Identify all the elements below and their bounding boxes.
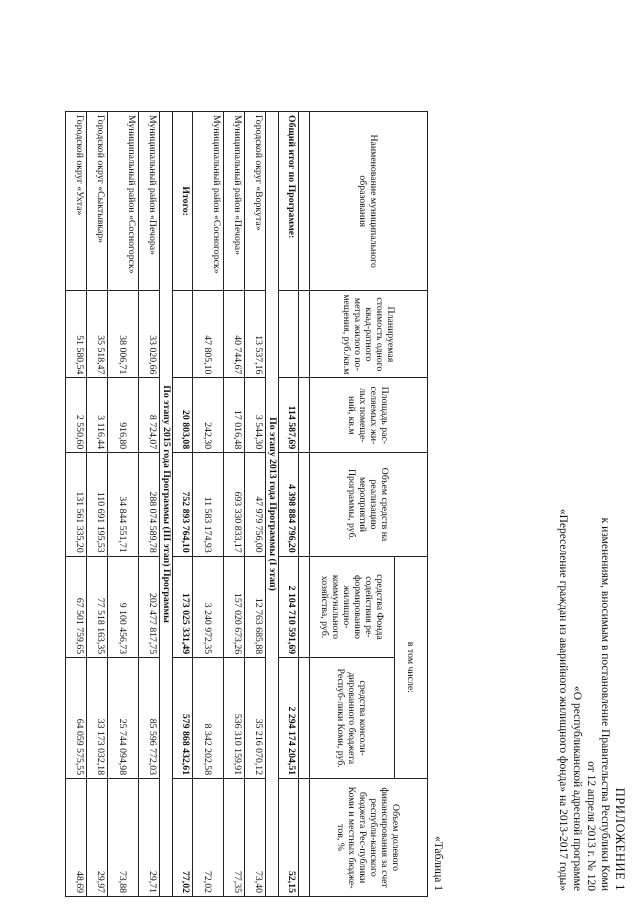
col-area-header: Площадь рас-селяемых жи-лых помеще-ний, кв.м xyxy=(310,378,428,453)
cell-fund: 12 763 685,88 xyxy=(245,556,266,657)
table-row xyxy=(139,112,160,897)
column-number-cell xyxy=(299,658,310,779)
header-line-2: от 12 апреля 2013 г. № 120 xyxy=(585,761,597,891)
cell-cost: 38 006,71 xyxy=(108,291,139,378)
cell-share: 72,02 xyxy=(193,779,224,897)
cell-share: 77,02 xyxy=(173,779,193,897)
table-row xyxy=(66,112,87,897)
cell-fund: 2 104 710 591,69 xyxy=(279,556,299,657)
cell-share: 29,97 xyxy=(87,779,108,897)
column-number-cell xyxy=(299,556,310,657)
cell-republic: 2 294 174 204,51 xyxy=(279,658,299,779)
table-label: «Таблица 1 xyxy=(432,836,444,891)
col-name-header: Наименование муниципального образования xyxy=(310,112,428,291)
col-republic-header: средства консоли-дированного бюджета Респуб-лики Коми, руб. xyxy=(310,658,395,779)
section-title-stage-3: По этапу 2015 года Программы (III этап) Программы xyxy=(160,112,173,897)
cell-republic: 25 744 094,98 xyxy=(108,658,139,779)
cell-cost: 35 518,47 xyxy=(87,291,108,378)
cell-name: Городской округ «Воркута» xyxy=(245,112,266,291)
cell-area: 916,80 xyxy=(108,378,139,453)
cell-fund: 3 240 972,35 xyxy=(193,556,224,657)
cell-name: Муниципальный район «Сосногорск» xyxy=(108,112,139,291)
cell-area: 3 116,44 xyxy=(87,378,108,453)
cell-republic: 35 216 070,12 xyxy=(245,658,266,779)
cell-name: Муниципальный район «Сосногорск» xyxy=(193,112,224,291)
cell-volume: 693 330 833,17 xyxy=(224,453,245,557)
cell-republic: 85 596 772,03 xyxy=(139,658,160,779)
cell-cost xyxy=(279,291,299,378)
col-cost-header: Планируемая стоимость одного квад-ратного метра жилого по-мещения, руб./кв.м xyxy=(310,291,428,378)
col-volume-header: Объем средств на реализацию мероприятий Программы, руб. xyxy=(310,453,428,557)
cell-fund: 202 477 817,75 xyxy=(139,556,160,657)
cell-republic: 33 173 032,18 xyxy=(87,658,108,779)
table-row xyxy=(193,112,224,897)
cell-share: 73,40 xyxy=(245,779,266,897)
column-number-cell xyxy=(299,112,310,291)
cell-name: Городской округ «Сыктывкар» xyxy=(87,112,108,291)
col-including-header: в том числе: xyxy=(395,556,428,778)
cell-republic: 8 342 202,58 xyxy=(193,658,224,779)
section-row xyxy=(266,112,279,897)
cell-area: 3 544,30 xyxy=(245,378,266,453)
appendix-title: ПРИЛОЖЕНИЕ 1 xyxy=(613,787,627,891)
column-number-cell xyxy=(299,453,310,557)
stage-total-label: Итого: xyxy=(173,112,193,291)
cell-volume: 131 561 335,20 xyxy=(66,453,87,557)
cell-volume: 47 979 756,00 xyxy=(245,453,266,557)
col-fund-header: средства Фонда содействия ре-формированию жилищно-коммунального хозяйства, руб. xyxy=(310,556,395,657)
cell-area: 20 803,08 xyxy=(173,378,193,453)
header-row xyxy=(395,112,428,897)
column-number-cell xyxy=(299,291,310,378)
cell-cost: 47 805,10 xyxy=(193,291,224,378)
program-table xyxy=(65,111,428,897)
cell-volume: 4 398 884 796,20 xyxy=(279,453,299,557)
header-line-1: к изменениям, вносимым в постановление Правительства Республики Коми xyxy=(599,517,611,891)
cell-fund: 77 518 163,35 xyxy=(87,556,108,657)
cell-share: 48,69 xyxy=(66,779,87,897)
header-line-4: «Переселение граждан из аварийного жилищного фонда» на 2013-2017 годы» xyxy=(557,508,569,891)
cell-name: Муниципальный район «Печора» xyxy=(224,112,245,291)
stage-total-row xyxy=(173,112,193,897)
grand-total-label: Общий итог по Программе: xyxy=(279,112,299,291)
cell-volume: 34 844 551,71 xyxy=(108,453,139,557)
cell-republic: 579 868 432,61 xyxy=(173,658,193,779)
cell-area: 2 550,60 xyxy=(66,378,87,453)
cell-fund: 67 501 759,65 xyxy=(66,556,87,657)
cell-share: 29,71 xyxy=(139,779,160,897)
col-share-header: Объем долевого финансирования за счет республи-канского бюджета Рес-публики Коми и местных бюдже-тов, % xyxy=(310,779,428,897)
column-number-row xyxy=(299,112,310,897)
cell-area: 114 587,69 xyxy=(279,378,299,453)
table-row xyxy=(245,112,266,897)
grand-total-row xyxy=(279,112,299,897)
cell-cost xyxy=(173,291,193,378)
cell-cost: 33 020,66 xyxy=(139,291,160,378)
cell-area: 17 016,48 xyxy=(224,378,245,453)
cell-share: 52,15 xyxy=(279,779,299,897)
cell-cost: 40 744,67 xyxy=(224,291,245,378)
cell-republic: 64 059 575,55 xyxy=(66,658,87,779)
cell-share: 77,35 xyxy=(224,779,245,897)
table-row xyxy=(87,112,108,897)
section-title-stage-1: По этапу 2013 года Программы (I этап) xyxy=(266,112,279,897)
cell-name: Муниципальный район «Печора» xyxy=(139,112,160,291)
cell-area: 8 724,07 xyxy=(139,378,160,453)
cell-cost: 13 537,16 xyxy=(245,291,266,378)
cell-fund: 9 100 456,73 xyxy=(108,556,139,657)
cell-name: Городской округ «Ухта» xyxy=(66,112,87,291)
header-line-3: «О республиканской адресной программе xyxy=(571,686,583,891)
column-number-cell xyxy=(299,779,310,897)
cell-volume: 752 893 764,10 xyxy=(173,453,193,557)
cell-share: 73,88 xyxy=(108,779,139,897)
cell-volume: 11 583 174,93 xyxy=(193,453,224,557)
cell-fund: 157 020 673,26 xyxy=(224,556,245,657)
column-number-cell xyxy=(299,378,310,453)
cell-volume: 110 691 195,53 xyxy=(87,453,108,557)
section-row xyxy=(160,112,173,897)
cell-area: 242,30 xyxy=(193,378,224,453)
table-row xyxy=(108,112,139,897)
cell-fund: 173 025 331,49 xyxy=(173,556,193,657)
table-row xyxy=(224,112,245,897)
cell-cost: 51 580,54 xyxy=(66,291,87,378)
cell-republic: 536 310 159,91 xyxy=(224,658,245,779)
cell-volume: 288 074 589,78 xyxy=(139,453,160,557)
